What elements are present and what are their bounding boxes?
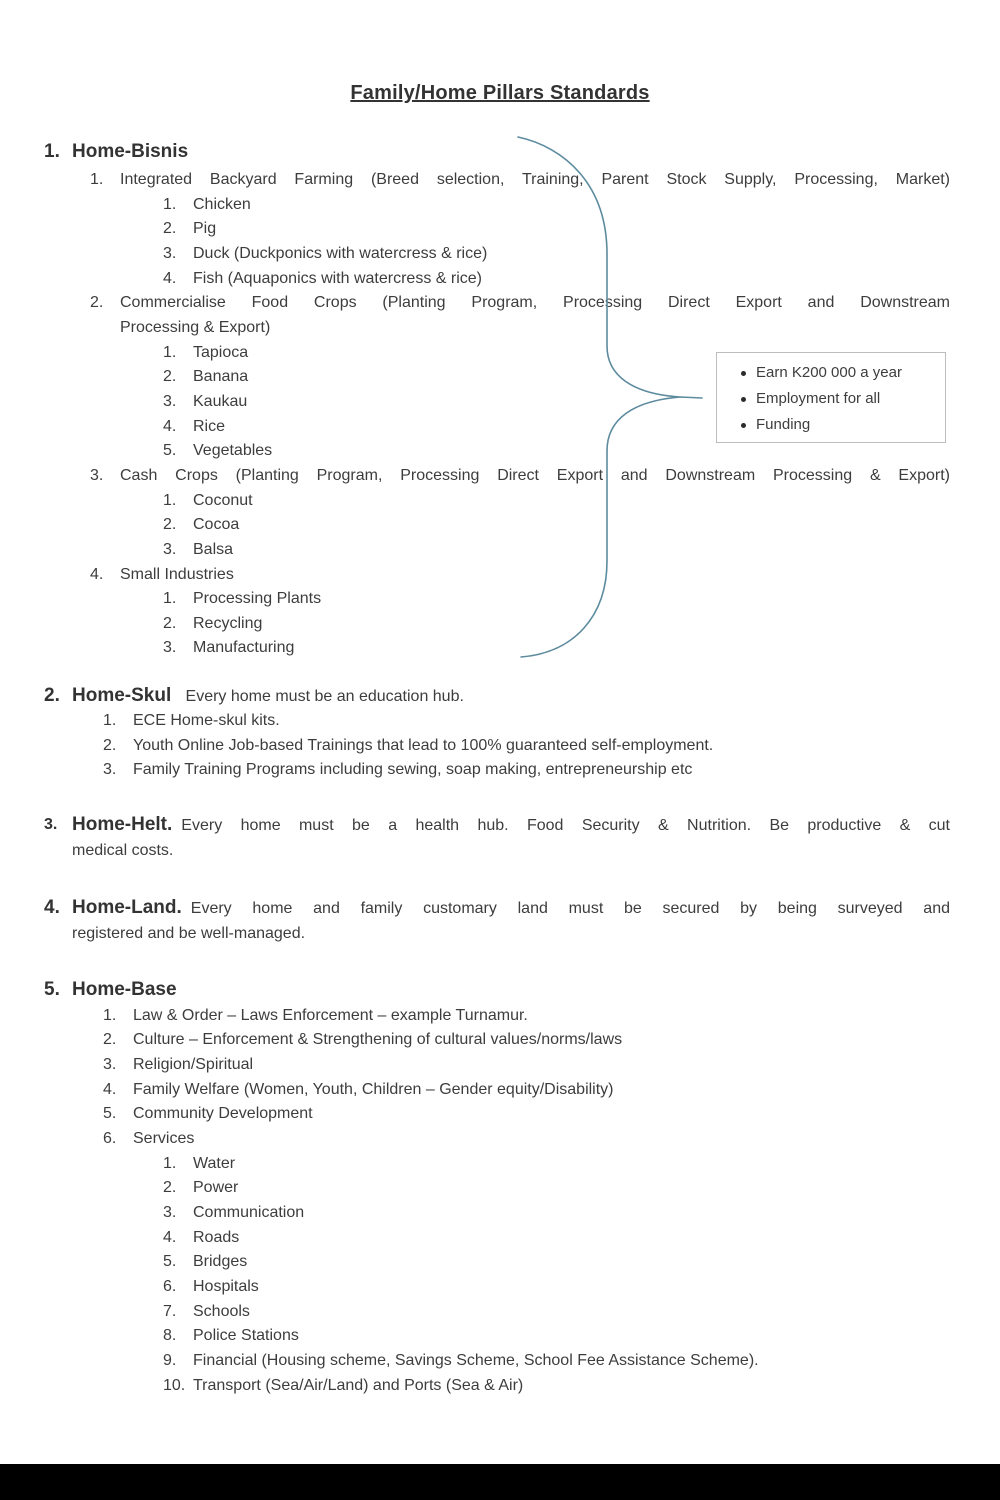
section-title: Home-Land. [72, 897, 182, 919]
item-text: ECE Home-skul kits. [133, 712, 280, 730]
section-number: 1. [44, 141, 60, 162]
list-item [0, 1152, 1000, 1177]
section-title: Home-Bisnis [72, 141, 189, 162]
curly-brace-graphic [480, 120, 720, 670]
list-item [0, 1349, 1000, 1374]
item-number: 3. [163, 1203, 177, 1221]
item-number: 2. [90, 294, 104, 312]
item-number: 1. [163, 491, 177, 509]
item-number: 7. [163, 1302, 177, 1320]
item-text: Cash Crops (Planting Program, Processing Direct Export and Downstream Processing & Export) [120, 466, 950, 484]
paragraph-text: Every home and family customary land must be secured by being surveyed and [190, 900, 950, 918]
item-number: 4. [90, 565, 104, 583]
item-text: Manufacturing [193, 639, 295, 657]
item-text: Cocoa [193, 516, 240, 534]
item-number: 2. [103, 1031, 117, 1049]
item-number: 2. [163, 1179, 177, 1197]
section-4-paragraph [0, 896, 1000, 946]
page-title: Family/Home Pillars Standards [350, 82, 650, 104]
bullet-icon [741, 397, 746, 402]
item-text: Banana [193, 368, 249, 386]
item-number: 3. [163, 639, 177, 657]
item-text: Services [133, 1130, 195, 1147]
item-text: Vegetables [193, 442, 273, 460]
item-text: Processing Plants [193, 590, 322, 608]
list-item [0, 1250, 1000, 1275]
item-text: Recycling [193, 614, 263, 632]
item-text: Financial (Housing scheme, Savings Scheme, School Fee Assistance Scheme). [193, 1351, 759, 1369]
item-number: 6. [103, 1130, 117, 1147]
bullet-icon [741, 371, 746, 376]
list-item [0, 1374, 1000, 1399]
item-number: 3. [163, 392, 177, 410]
section-number: 2. [44, 685, 60, 707]
item-number: 1. [90, 171, 104, 188]
item-text: Duck (Duckponics with watercress & rice) [193, 244, 488, 262]
item-number: 5. [103, 1105, 117, 1123]
list-item [0, 1053, 1000, 1078]
item-number: 1. [103, 1006, 117, 1024]
item-text: Chicken [193, 195, 251, 213]
callout-bullet-item [717, 386, 945, 412]
footer-bar [0, 1464, 1000, 1500]
section-title: Home-Base [72, 978, 177, 1000]
callout-bullet-list [717, 360, 945, 438]
item-text: Culture – Enforcement & Strengthening of cultural values/norms/laws [133, 1031, 623, 1049]
item-text: Bridges [193, 1253, 248, 1271]
callout-box [716, 352, 946, 443]
item-text: Balsa [193, 540, 234, 558]
item-text: Small Industries [120, 565, 234, 583]
callout-text: Employment for all [756, 390, 881, 407]
item-text: Communication [193, 1203, 305, 1221]
list-item [0, 1102, 1000, 1127]
paragraph-line2: registered and be well-managed. [72, 925, 306, 943]
item-number: 2. [163, 220, 177, 238]
section-2-list [0, 709, 1000, 783]
item-text: Youth Online Job-based Trainings that lead to 100% guaranteed self-employment. [133, 736, 714, 754]
list-item [0, 758, 1000, 783]
list-item [0, 1176, 1000, 1201]
item-number: 2. [163, 368, 177, 386]
item-text-line1: Commercialise Food Crops (Planting Program, Processing Direct Export and Downstream [120, 294, 950, 312]
item-number: 4. [163, 269, 177, 287]
item-text-line2: Processing & Export) [120, 318, 271, 336]
list-item [0, 1324, 1000, 1349]
item-number: 5. [163, 1253, 177, 1271]
list-item [0, 1078, 1000, 1103]
item-text: Schools [193, 1302, 250, 1320]
item-number: 1. [163, 1154, 177, 1172]
paragraph-line2: medical costs. [72, 841, 174, 859]
paragraph-text: Every home must be a health hub. Food Security & Nutrition. Be productive & cut [181, 817, 950, 835]
list-item [0, 1201, 1000, 1226]
item-number: 8. [163, 1327, 177, 1345]
item-text: Kaukau [193, 392, 248, 410]
section-3-paragraph [0, 813, 1000, 863]
list-item [0, 1028, 1000, 1053]
item-text: Fish (Aquaponics with watercress & rice) [193, 269, 482, 287]
item-text: Hospitals [193, 1277, 259, 1295]
section-2-heading [0, 684, 1000, 709]
item-text: Power [193, 1179, 239, 1197]
section-5-heading [0, 978, 1000, 1002]
item-number: 3. [163, 244, 177, 262]
callout-text: Funding [756, 416, 811, 433]
item-number: 1. [163, 343, 177, 361]
item-number: 6. [163, 1277, 177, 1295]
list-item [0, 1275, 1000, 1300]
item-text: Religion/Spiritual [133, 1056, 254, 1074]
item-text: Rice [193, 417, 226, 435]
callout-bullet-item [717, 412, 945, 438]
item-number: 3. [103, 761, 117, 779]
item-number: 3. [90, 466, 104, 484]
item-number: 2. [103, 736, 117, 754]
section-number: 4. [44, 897, 60, 919]
item-number: 4. [163, 417, 177, 435]
item-number: 1. [163, 590, 177, 608]
item-number: 3. [103, 1056, 117, 1074]
item-text: Police Stations [193, 1327, 299, 1345]
item-number: 1. [103, 712, 117, 730]
item-number: 1. [163, 195, 177, 213]
section-number: 3. [44, 816, 58, 834]
item-number: 9. [163, 1351, 177, 1369]
item-number: 10. [163, 1376, 186, 1394]
item-text: Water [193, 1154, 236, 1172]
list-item [0, 1127, 1000, 1152]
bullet-icon [741, 423, 746, 428]
paragraph-line1 [72, 896, 950, 922]
item-text: Community Development [133, 1105, 313, 1123]
item-text: Roads [193, 1228, 240, 1246]
list-item [0, 1226, 1000, 1251]
item-text: Tapioca [193, 343, 249, 361]
section-title: Home-Skul [72, 685, 172, 707]
list-item [0, 1300, 1000, 1325]
item-number: 3. [163, 540, 177, 558]
callout-bullet-item [717, 360, 945, 386]
item-text: Integrated Backyard Farming (Breed selection, Training, Parent Stock Supply, Processing, Market) [120, 171, 950, 188]
item-number: 4. [103, 1080, 117, 1098]
item-text: Law & Order – Laws Enforcement – example Turnamur. [133, 1006, 528, 1024]
paragraph-line1 [72, 813, 950, 839]
item-number: 2. [163, 516, 177, 534]
list-item [0, 1004, 1000, 1029]
item-text: Coconut [193, 491, 253, 509]
list-item [0, 734, 1000, 759]
item-number: 2. [163, 614, 177, 632]
list-item [0, 709, 1000, 734]
section-title: Home-Helt. [72, 814, 173, 836]
section-number: 5. [44, 978, 60, 1000]
item-text: Family Welfare (Women, Youth, Children – Gender equity/Disability) [133, 1080, 614, 1098]
section-description: Every home must be an education hub. [185, 688, 464, 706]
callout-text: Earn K200 000 a year [756, 364, 902, 381]
item-number: 5. [163, 442, 177, 460]
item-number: 4. [163, 1228, 177, 1246]
section-5-list [0, 1004, 1000, 1399]
item-text: Transport (Sea/Air/Land) and Ports (Sea & Air) [193, 1376, 524, 1394]
item-text: Pig [193, 220, 217, 238]
item-text: Family Training Programs including sewing, soap making, entrepreneurship etc [133, 761, 693, 779]
